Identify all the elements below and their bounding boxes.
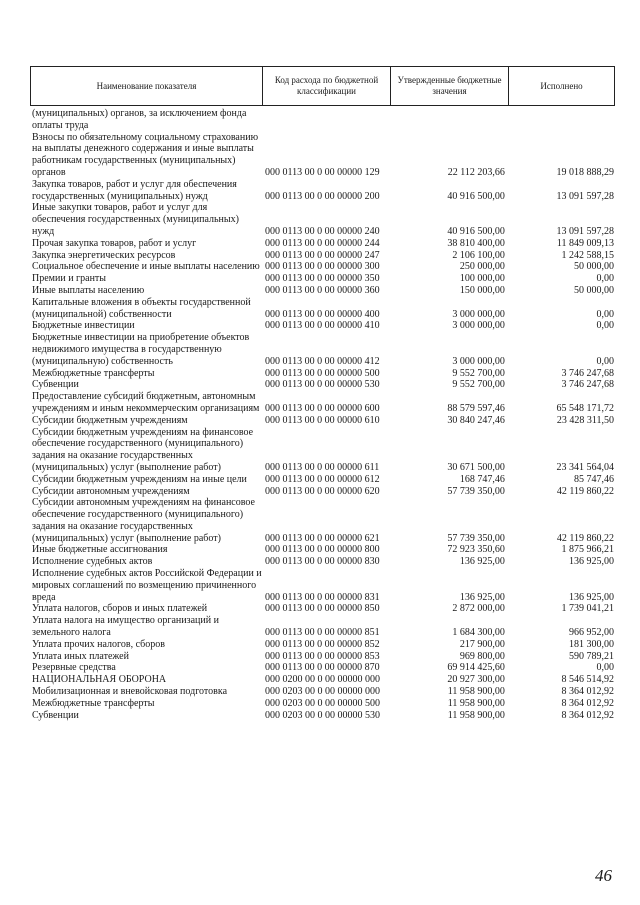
row-name: Резервные средства [32,662,116,674]
table-row [30,108,614,132]
row-executed: 1 739 041,21 [561,603,614,615]
row-code: 000 0203 00 0 00 00000 530 [265,709,380,721]
row-approved: 217 900,00 [459,638,505,650]
row-code: 000 0200 00 0 00 00000 000 [265,674,380,686]
row-name: Уплата налога на имущество организаций и земельного налога [32,615,219,639]
row-executed: 42 119 860,22 [556,485,614,497]
row-code: 000 0113 00 0 00 00000 621 [265,532,380,544]
table-row [30,427,614,474]
row-executed: 8 364 012,92 [561,686,614,698]
row-name: Социальное обеспечение и иные выплаты населению [32,261,260,273]
row-executed: 23 428 311,50 [556,414,614,426]
row-executed: 13 091 597,28 [556,190,614,202]
table-row [30,391,614,415]
header-executed: Исполнено [509,67,615,106]
row-code: 000 0113 00 0 00 00000 850 [265,603,380,615]
table-row [30,273,614,285]
row-executed: 136 925,00 [569,556,614,568]
row-name: Субсидии бюджетным учреждениям на финансовое обеспечение государственного (муниципального) задания на оказание государственных (муниципальных) услуг (выполнение работ) [32,426,254,473]
row-executed: 50 000,00 [574,284,614,296]
row-executed: 42 119 860,22 [556,532,614,544]
table-row [30,320,614,332]
row-approved: 11 958 900,00 [447,697,505,709]
report-page [30,66,614,721]
row-name: Субсидии бюджетным учреждениям [32,414,188,426]
row-approved: 40 916 500,00 [447,225,505,237]
table-row [30,297,614,321]
row-approved: 69 914 425,60 [447,662,505,674]
table-row [30,686,614,698]
row-executed: 966 952,00 [569,627,614,639]
row-approved: 3 000 000,00 [452,320,505,332]
row-executed: 3 746 247,68 [561,379,614,391]
row-name: Уплата налогов, сборов и иных платежей [32,603,208,615]
row-name: Межбюджетные трансферты [32,697,155,709]
row-approved: 1 684 300,00 [452,627,505,639]
row-executed: 1 242 588,15 [561,249,614,261]
row-approved: 250 000,00 [459,261,505,273]
table-row [30,662,614,674]
row-executed: 181 300,00 [569,638,614,650]
table-row [30,261,614,273]
row-executed: 136 925,00 [569,591,614,603]
row-name: Бюджетные инвестиции на приобретение объектов недвижимого имущества в государственную (муниципальную) собственность [32,332,250,367]
table-row [30,639,614,651]
row-executed: 65 548 171,72 [556,402,614,414]
row-approved: 136 925,00 [459,556,505,568]
row-approved: 11 958 900,00 [447,709,505,721]
row-approved: 30 840 247,46 [447,414,505,426]
row-approved: 2 872 000,00 [452,603,505,615]
row-code: 000 0113 00 0 00 00000 851 [265,627,380,639]
row-code: 000 0113 00 0 00 00000 620 [265,485,380,497]
row-code: 000 0113 00 0 00 00000 530 [265,379,380,391]
table-row [30,615,614,639]
row-approved: 150 000,00 [459,284,505,296]
page-number: 46 [595,866,612,885]
table-row [30,710,614,722]
row-executed: 85 747,46 [574,473,614,485]
row-code: 000 0113 00 0 00 00000 350 [265,273,380,285]
row-approved: 168 747,46 [459,473,505,485]
row-name: НАЦИОНАЛЬНАЯ ОБОРОНА [32,674,167,686]
row-code: 000 0113 00 0 00 00000 360 [265,284,380,296]
row-name: Субсидии бюджетным учреждениям на иные цели [32,473,247,485]
row-name: Бюджетные инвестиции [32,320,135,332]
row-name: Исполнение судебных актов [32,556,153,568]
row-executed: 0,00 [596,273,614,285]
row-executed: 11 849 009,13 [556,237,614,249]
row-executed: 8 546 514,92 [561,674,614,686]
row-name: Исполнение судебных актов Российской Федерации и мировых соглашений по возмещению причиненного вреда [32,568,262,603]
row-executed: 23 341 564,04 [556,461,614,473]
row-code: 000 0113 00 0 00 00000 870 [265,662,380,674]
row-approved: 57 739 350,00 [447,485,505,497]
row-code: 000 0113 00 0 00 00000 831 [265,591,380,603]
row-executed: 19 018 888,29 [556,166,614,178]
row-approved: 2 106 100,00 [452,249,505,261]
row-approved: 11 958 900,00 [447,686,505,698]
row-code: 000 0113 00 0 00 00000 852 [265,638,380,650]
table-header [30,66,615,106]
row-executed: 0,00 [596,320,614,332]
row-approved: 22 112 203,66 [447,166,505,178]
row-approved: 40 916 500,00 [447,190,505,202]
row-name: Капитальные вложения в объекты государственной (муниципальной) собственности [32,296,251,320]
row-name: Уплата прочих налогов, сборов [32,638,165,650]
row-executed: 0,00 [596,355,614,367]
row-code: 000 0113 00 0 00 00000 612 [265,473,380,485]
row-name: Уплата иных платежей [32,650,129,662]
row-executed: 1 875 966,21 [561,544,614,556]
row-executed: 13 091 597,28 [556,225,614,237]
row-name: Прочая закупка товаров, работ и услуг [32,237,197,249]
row-approved: 72 923 350,60 [447,544,505,556]
row-code: 000 0113 00 0 00 00000 400 [265,308,380,320]
row-executed: 8 364 012,92 [561,709,614,721]
table-row [30,486,614,498]
row-approved: 20 927 300,00 [447,674,505,686]
table-row [30,250,614,262]
row-code: 000 0113 00 0 00 00000 300 [265,261,380,273]
row-name: Закупка энергетических ресурсов [32,249,176,261]
row-name: (муниципальных) органов, за исключением фонда оплаты труда [32,108,247,131]
table-row [30,651,614,663]
row-name: Предоставление субсидий бюджетным, автономным учреждениям и иным некоммерческим организациям [32,391,260,414]
table-row [30,202,614,237]
row-code: 000 0113 00 0 00 00000 412 [265,355,380,367]
row-approved: 3 000 000,00 [452,308,505,320]
row-approved: 30 671 500,00 [447,461,505,473]
row-code: 000 0113 00 0 00 00000 500 [265,367,380,379]
row-approved: 9 552 700,00 [452,379,505,391]
row-name: Субсидии автономным учреждениям на финансовое обеспечение государственного (муниципального) задания на оказание государственных (муниципальных) услуг (выполнение работ) [32,497,255,544]
row-name: Иные закупки товаров, работ и услуг для обеспечения государственных (муниципальных) нужд [32,202,239,237]
row-name: Иные выплаты населению [32,284,145,296]
table-row [30,415,614,427]
row-code: 000 0113 00 0 00 00000 244 [265,237,380,249]
row-approved: 38 810 400,00 [447,237,505,249]
row-name: Субсидии автономным учреждениям [32,485,190,497]
header-approved: Утвержденные бюджетные значения [391,67,509,106]
row-name: Взносы по обязательному социальному страхованию на выплаты денежного содержания и иные выплаты работникам государственных (муниципальных) органов [32,131,259,178]
table-row [30,179,614,203]
row-code: 000 0113 00 0 00 00000 600 [265,402,380,414]
row-code: 000 0113 00 0 00 00000 610 [265,414,380,426]
table-body [30,108,614,721]
header-code: Код расхода по бюджетной классификации [263,67,391,106]
row-code: 000 0113 00 0 00 00000 247 [265,249,380,261]
row-executed: 8 364 012,92 [561,697,614,709]
table-row [30,556,614,568]
table-row [30,474,614,486]
row-code: 000 0113 00 0 00 00000 800 [265,544,380,556]
row-executed: 50 000,00 [574,261,614,273]
row-code: 000 0113 00 0 00 00000 410 [265,320,380,332]
row-name: Мобилизационная и вневойсковая подготовка [32,686,228,698]
table-row [30,674,614,686]
row-approved: 9 552 700,00 [452,367,505,379]
row-approved: 57 739 350,00 [447,532,505,544]
row-code: 000 0113 00 0 00 00000 200 [265,190,380,202]
row-approved: 88 579 597,46 [447,402,505,414]
row-code: 000 0113 00 0 00 00000 830 [265,556,380,568]
row-approved: 136 925,00 [459,591,505,603]
row-code: 000 0203 00 0 00 00000 000 [265,686,380,698]
row-code: 000 0113 00 0 00 00000 240 [265,225,380,237]
row-executed: 0,00 [596,308,614,320]
row-name: Субвенции [32,379,79,391]
row-approved: 100 000,00 [459,273,505,285]
row-executed: 3 746 247,68 [561,367,614,379]
row-code: 000 0113 00 0 00 00000 129 [265,166,380,178]
table-row [30,132,614,179]
row-name: Иные бюджетные ассигнования [32,544,168,556]
row-name: Межбюджетные трансферты [32,367,155,379]
table-row [30,379,614,391]
table-row [30,497,614,544]
table-row [30,698,614,710]
row-code: 000 0113 00 0 00 00000 853 [265,650,380,662]
table-row [30,238,614,250]
row-name: Премии и гранты [32,273,107,285]
table-row [30,568,614,603]
row-name: Закупка товаров, работ и услуг для обеспечения государственных (муниципальных) нужд [32,178,237,202]
row-executed: 0,00 [596,662,614,674]
table-row [30,368,614,380]
row-approved: 3 000 000,00 [452,355,505,367]
table-row [30,285,614,297]
header-name: Наименование показателя [31,67,263,106]
table-row [30,332,614,367]
row-name: Субвенции [32,709,79,721]
row-executed: 590 789,21 [569,650,614,662]
row-code: 000 0203 00 0 00 00000 500 [265,697,380,709]
row-code: 000 0113 00 0 00 00000 611 [265,461,380,473]
row-approved: 969 800,00 [459,650,505,662]
table-row [30,544,614,556]
table-row [30,603,614,615]
